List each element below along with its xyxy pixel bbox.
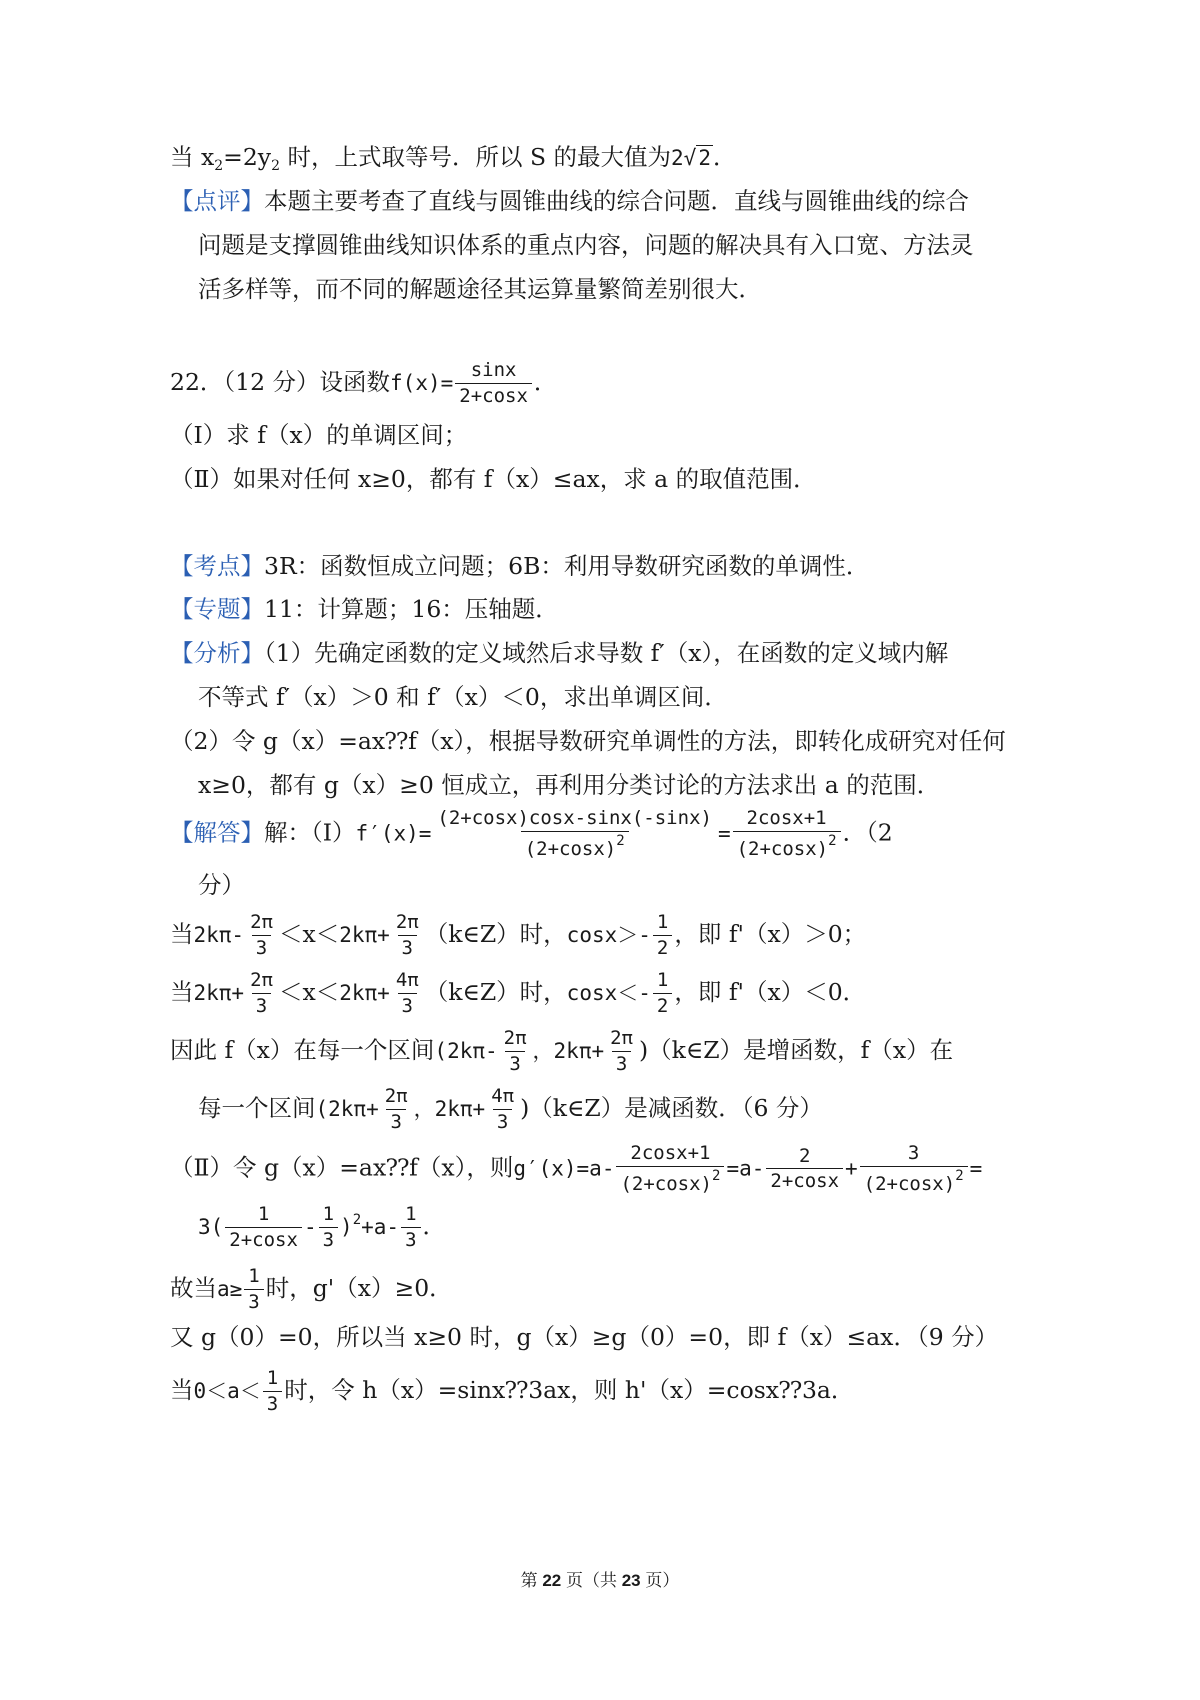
page-footer: 第 22 页（共 23 页） bbox=[520, 1571, 680, 1590]
fraction: $\frac{1}{2}$ bbox=[653, 912, 672, 959]
case-a-large-line: 故当a≥ $\frac{1}{3}$ 时，g'（x）≥0． bbox=[170, 1265, 453, 1313]
case-a-small-line: 当0＜a＜ $\frac{1}{3}$ 时，令 h（x）=sinx⁇3ax，则 h'（x）=cosx⁇3a． bbox=[170, 1367, 855, 1415]
fraction: $\frac{2\pi}{3}$ bbox=[250, 969, 273, 1017]
solution-line-1: 【解答】解：（Ⅰ）f′(x)= $\frac{(2+\cos x)\cos x-\sin x(-\sin x)}{(2+\cos x)^2}$ = $\frac{2\cos x+1}{(2+\cos x)^2}$ ．（2 bbox=[170, 807, 893, 860]
solution-tag: 【解答】 bbox=[170, 818, 264, 847]
fraction: $\frac{1}{3}$ bbox=[244, 1266, 263, 1313]
page-number: 22 bbox=[542, 1571, 562, 1590]
question-part-1: （Ⅰ）求 f（x）的单调区间； bbox=[170, 421, 468, 449]
fraction: $\frac{\sin x}{2+\cos x}$ bbox=[455, 360, 532, 407]
increasing-conclusion: 因此 f（x）在每一个区间(2kπ- $\frac{2\pi}{3}$ ，2kπ+ $\frac{2\pi}{3}$ )（k∈Z）是增函数，f（x）在 bbox=[170, 1027, 954, 1075]
fraction: $\frac{3}{(2+\cos x)^2}$ bbox=[860, 1143, 968, 1195]
completed-square-line: 3( $\frac{1}{2+\cos x}$ - $\frac{1}{3}$ )$^2$+a- $\frac{1}{3}$ ． bbox=[198, 1203, 447, 1251]
solution-score-tail: 分） bbox=[198, 871, 245, 899]
page-total: 23 bbox=[621, 1571, 641, 1590]
fraction: $\frac{2\pi}{3}$ bbox=[395, 911, 419, 959]
analysis-tag: 【分析】 bbox=[170, 639, 264, 667]
comment-tag: 【点评】 bbox=[170, 187, 264, 215]
fraction: $\frac{2\pi}{3}$ bbox=[503, 1027, 527, 1075]
question-part-2: （Ⅱ）如果对任何 x≥0，都有 f（x）≤ax，求 a 的取值范围． bbox=[170, 465, 817, 493]
fraction: $\frac{2}{2+\cos x}$ bbox=[766, 1146, 843, 1193]
fraction: $\frac{2\cos x+1}{(2+\cos x)^2}$ bbox=[616, 1143, 724, 1195]
fraction: $\frac{2\pi}{3}$ bbox=[250, 911, 273, 959]
fraction: $\frac{1}{3}$ bbox=[263, 1368, 282, 1415]
fraction: $\frac{2\pi}{3}$ bbox=[610, 1027, 633, 1075]
interval-decrease-line: 当2kπ+ $\frac{2\pi}{3}$ ＜x＜2kπ+ $\frac{4\pi}{3}$ （k∈Z）时，cosx＜- $\frac{1}{2}$ ，即 f'（x）＜0． bbox=[170, 969, 867, 1017]
sqrt-expression: 2√2 bbox=[671, 146, 711, 170]
analysis-line-2: 不等式 f′（x）＞0 和 f′（x）＜0，求出单调区间． bbox=[198, 683, 728, 711]
analysis-line-4: x≥0，都有 g（x）≥0 恒成立，再利用分类讨论的方法求出 a 的范围． bbox=[198, 771, 941, 799]
interval-increase-line: 当2kπ- $\frac{2\pi}{3}$ ＜x＜2kπ+ $\frac{2\pi}{3}$ （k∈Z）时，cosx＞- $\frac{1}{2}$ ，即 f'（x）＞0； bbox=[170, 911, 867, 959]
decreasing-conclusion: 每一个区间(2kπ+ $\frac{2\pi}{3}$ ，2kπ+ $\frac{4\pi}{3}$ )（k∈Z）是减函数．（6 分） bbox=[198, 1085, 823, 1133]
fraction: $\frac{(2+\cos x)\cos x-\sin x(-\sin x)}{(2+\cos x)^2}$ bbox=[437, 807, 712, 860]
g-zero-line: 又 g（0）=0，所以当 x≥0 时，g（x）≥g（0）=0，即 f（x）≤ax．（9 分） bbox=[170, 1323, 999, 1351]
fraction: $\frac{1}{2}$ bbox=[653, 970, 672, 1017]
fraction: $\frac{1}{3}$ bbox=[319, 1204, 338, 1251]
comment-line-2: 问题是支撑圆锥曲线知识体系的重点内容，问题的解决具有入口宽、方法灵 bbox=[198, 231, 974, 259]
analysis-line-3: （2）令 g（x）=ax⁇f（x），根据导数研究单调性的方法，即转化成研究对任何 bbox=[170, 727, 1006, 755]
g-derivative-line: （Ⅱ）令 g（x）=ax⁇f（x），则g′(x)=a- $\frac{2\cos x+1}{(2+\cos x)^2}$ =a- $\frac{2}{2+\cos x}$ + $\frac{3}{(2+\cos x)^2}$ = bbox=[170, 1142, 983, 1195]
fraction: $\frac{4\pi}{3}$ bbox=[491, 1085, 515, 1133]
fraction: $\frac{1}{2+\cos x}$ bbox=[225, 1204, 302, 1251]
fraction: $\frac{1}{3}$ bbox=[401, 1204, 420, 1251]
result-line: 当 $x_2=2y_2$ 时，上式取等号．所以 S 的最大值为2√2． bbox=[170, 143, 737, 174]
comment-line-3: 活多样等，而不同的解题途径其运算量繁简差别很大． bbox=[198, 275, 762, 303]
fraction: $\frac{2\cos x+1}{(2+\cos x)^2}$ bbox=[733, 808, 841, 860]
question-22: 22．（12 分）设函数f(x)= $\frac{\sin x}{2+\cos x}$ ． bbox=[170, 359, 558, 407]
analysis-line-1: 【分析】（1）先确定函数的定义域然后求导数 f′（x），在函数的定义域内解 bbox=[170, 639, 949, 667]
zhuanti-line: 【专题】11：计算题；16：压轴题． bbox=[170, 595, 559, 623]
fraction: $\frac{4\pi}{3}$ bbox=[395, 969, 419, 1017]
kaodian-line: 【考点】3R：函数恒成立问题；6B：利用导数研究函数的单调性． bbox=[170, 552, 870, 580]
zhuanti-tag: 【专题】 bbox=[170, 595, 264, 623]
comment-line-1: 【点评】本题主要考查了直线与圆锥曲线的综合问题．直线与圆锥曲线的综合 bbox=[170, 187, 969, 215]
kaodian-tag: 【考点】 bbox=[170, 552, 264, 580]
fraction: $\frac{2\pi}{3}$ bbox=[384, 1085, 408, 1133]
